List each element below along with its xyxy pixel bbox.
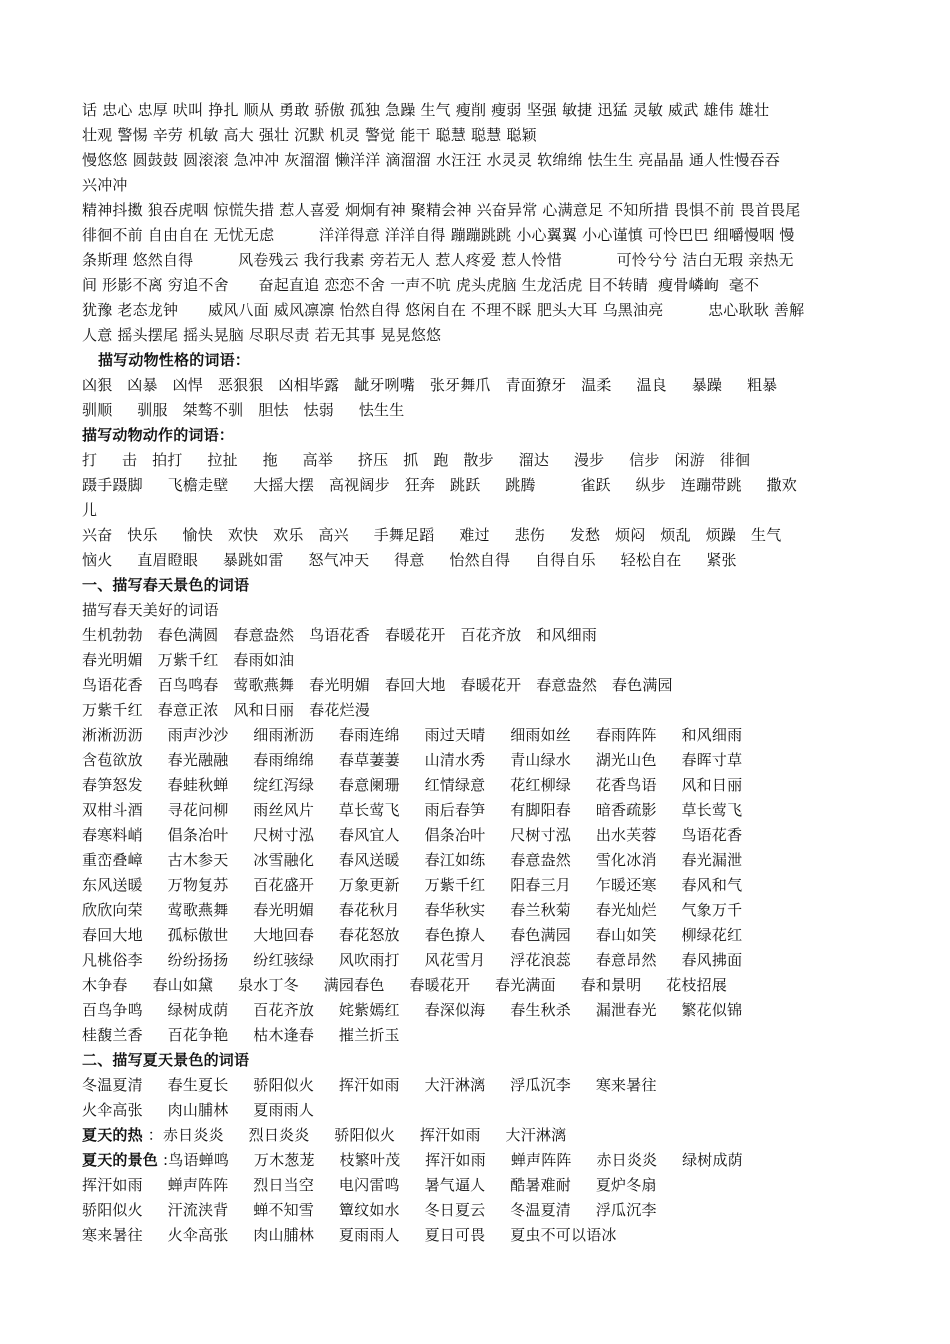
text-line: 挥汗如雨 蝉声阵阵 烈日当空 电闪雷鸣 暑气逼人 酷暑难耐 夏炉冬扇 — [82, 1176, 657, 1194]
animal-character-section — [82, 348, 908, 423]
text-line: 木争春 春山如黛 泉水丁冬 满园春色 春暖花开 春光满面 春和景明 花枝招展 — [82, 976, 728, 994]
text-line: 条斯理 悠然自得 风卷残云 我行我素 旁若无人 惹人疼爱 惹人怜惜 可怜兮兮 洁白无瑕 亲热无 — [82, 251, 794, 269]
intro-section — [82, 98, 908, 348]
text-line: 驯顺 驯服 桀骜不驯 胆怯 怯弱 怯生生 — [82, 401, 405, 419]
section-heading: 描写动物动作的词语： — [82, 426, 235, 444]
section-subtitle: 描写春天美好的词语 — [82, 601, 219, 619]
text-line: 打 击 拍打 拉扯 拖 高举 挤压 抓 跑 散步 溜达 漫步 信步 闲游 徘徊 — [82, 451, 751, 469]
text-line: 春光明媚 万紫千红 春雨如油 — [82, 651, 295, 669]
text-line: 双柑斗酒 寻花问柳 雨丝风片 草长莺飞 雨后春笋 有脚阳春 暗香疏影 草长莺飞 — [82, 801, 743, 819]
text-line: 徘徊不前 自由自在 无忧无虑 洋洋得意 洋洋自得 蹦蹦跳跳 小心翼翼 小心谨慎 可怜巴巴 细嚼慢咽 慢 — [82, 226, 795, 244]
text-line: 东风送暖 万物复苏 百花盛开 万象更新 万紫千红 阳春三月 乍暖还寒 春风和气 — [82, 876, 743, 894]
text-line: 话 忠心 忠厚 吠叫 挣扎 顺从 勇敢 骄傲 孤独 急躁 生气 瘦削 瘦弱 坚强 敏捷 迅猛 灵敏 威武 雄伟 雄壮 — [82, 101, 770, 119]
text-line: 恼火 直眉瞪眼 暴跳如雷 怒气冲天 得意 怡然自得 自得自乐 轻松自在 紧张 — [82, 551, 737, 569]
text-line: 兴奋 快乐 愉快 欢快 欢乐 高兴 手舞足蹈 难过 悲伤 发愁 烦闷 烦乱 烦躁 生气 — [82, 526, 782, 544]
text-line: 骄阳似火 汗流浃背 蝉不知雪 簟纹如水 冬日夏云 冬温夏清 浮瓜沉李 — [82, 1201, 657, 1219]
text-line: 精神抖擞 狼吞虎咽 惊慌失措 惹人喜爱 炯炯有神 聚精会神 兴奋异常 心满意足 不知所措 畏惧不前 畏首畏尾 — [82, 201, 801, 219]
text-line: 鸟语花香 百鸟鸣春 莺歌燕舞 春光明媚 春回大地 春暖花开 春意盎然 春色满园 — [82, 676, 673, 694]
text-line: 犹豫 老态龙钟 威风八面 威风凛凛 怡然自得 悠闲自在 不理不睬 肥头大耳 乌黑油亮 忠心耿耿 善解 — [82, 301, 805, 319]
text-line: 生机勃勃 春色满圆 春意盎然 鸟语花香 春暖花开 百花齐放 和风细雨 — [82, 626, 598, 644]
text-line: 人意 摇头摆尾 摇头晃脑 尽职尽责 若无其事 晃晃悠悠 — [82, 326, 442, 344]
text-line: 含苞欲放 春光融融 春雨绵绵 春草萋萋 山清水秀 青山绿水 湖光山色 春晖寸草 — [82, 751, 743, 769]
text-line: 壮观 警惕 辛劳 机敏 高大 强壮 沉默 机灵 警觉 能干 聪慧 聪慧 聪颖 — [82, 126, 537, 144]
text-line: 冬温夏清 春生夏长 骄阳似火 挥汗如雨 大汗淋漓 浮瓜沉李 寒来暑往 — [82, 1076, 657, 1094]
summer-scenery-label: 夏天的景色 — [82, 1151, 159, 1169]
text-line: 重峦叠嶂 古木参天 冰雪融化 春风送暖 春江如练 春意盎然 雪化冰消 春光漏泄 — [82, 851, 743, 869]
text-line: 寒来暑往 火伞高张 肉山脯林 夏雨雨人 夏日可畏 夏虫不可以语冰 — [82, 1226, 617, 1244]
spring-section — [82, 573, 908, 1048]
text-line: 蹑手蹑脚 飞檐走壁 大摇大摆 高视阔步 狂奔 跳跃 跳腾 雀跃 纵步 连蹦带跳 撒欢 — [82, 476, 797, 494]
text-line: 春寒料峭 倡条冶叶 尺树寸泓 春风宜人 倡条冶叶 尺树寸泓 出水芙蓉 鸟语花香 — [82, 826, 743, 844]
summer-heat-label: 夏天的热 — [82, 1126, 143, 1144]
text-line: 桂馥兰香 百花争艳 枯木逢春 摧兰折玉 — [82, 1026, 400, 1044]
summer-heat-words: ：赤日炎炎 烈日炎炎 骄阳似火 挥汗如雨 大汗淋漓 — [142, 1126, 567, 1144]
text-line: 欣欣向荣 莺歌燕舞 春光明媚 春花秋月 春华秋实 春兰秋菊 春光灿烂 气象万千 — [82, 901, 743, 919]
text-line: 淅淅沥沥 雨声沙沙 细雨淅沥 春雨连绵 雨过天晴 细雨如丝 春雨阵阵 和风细雨 — [82, 726, 743, 744]
text-line: 春回大地 孤标傲世 大地回春 春花怒放 春色撩人 春色满园 春山如笑 柳绿花红 — [82, 926, 743, 944]
text-line: 春笋怒发 春蛙秋蝉 绽红泻绿 春意阑珊 红情绿意 花红柳绿 花香鸟语 风和日丽 — [82, 776, 743, 794]
animal-action-section — [82, 423, 908, 573]
text-line: 间 形影不离 穷追不舍 奋起直追 恋恋不舍 一声不吭 虎头虎脑 生龙活虎 目不转睛 瘦骨嶙峋 毫不 — [82, 276, 760, 294]
section-heading: 一、描写春天景色的词语 — [82, 576, 250, 594]
document-body — [82, 98, 908, 1248]
text-line: 凡桃俗李 纷纷扬扬 纷红骇绿 风吹雨打 风花雪月 浮花浪蕊 春意昂然 春风拂面 — [82, 951, 743, 969]
text-line: 慢悠悠 圆鼓鼓 圆滚滚 急冲冲 灰溜溜 懒洋洋 滴溜溜 水汪汪 水灵灵 软绵绵 怯生生 亮晶晶 通人性慢吞吞 — [82, 151, 781, 169]
text-line: 兴冲冲 — [82, 176, 128, 194]
summer-scenery-words: :鸟语蝉鸣 万木葱茏 枝繁叶茂 挥汗如雨 蝉声阵阵 赤日炎炎 绿树成荫 — [158, 1151, 743, 1169]
summer-heat-line — [82, 1123, 908, 1148]
text-line: 凶狠 凶暴 凶悍 恶狠狠 凶相毕露 龇牙咧嘴 张牙舞爪 青面獠牙 温柔 温良 暴躁 粗暴 — [82, 376, 778, 394]
text-line: 百鸟争鸣 绿树成荫 百花齐放 姹紫嫣红 春深似海 春生秋杀 漏泄春光 繁花似锦 — [82, 1001, 743, 1019]
text-line: 儿 — [82, 501, 98, 519]
text-line: 火伞高张 肉山脯林 夏雨雨人 — [82, 1101, 315, 1119]
text-line: 万紫千红 春意正浓 风和日丽 春花烂漫 — [82, 701, 370, 719]
section-heading: 二、描写夏天景色的词语 — [82, 1051, 250, 1069]
summer-scenery-line — [82, 1148, 908, 1173]
section-heading: 描写动物性格的词语： — [98, 351, 251, 369]
summer-section — [82, 1048, 908, 1248]
